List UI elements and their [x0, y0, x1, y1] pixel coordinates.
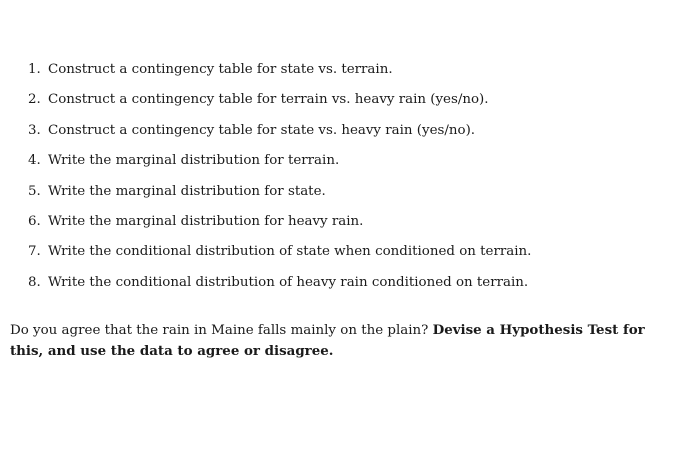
item-number: 5.	[28, 183, 41, 199]
item-text: Write the conditional distribution of heavy rain conditioned on terrain.	[48, 274, 529, 290]
item-text: Write the marginal distribution for heavy rain.	[48, 213, 364, 229]
closing-instruction: Devise a Hypothesis Test for this, and use the data to agree or disagree.	[10, 322, 645, 359]
item-number: 7.	[28, 244, 41, 260]
item-number: 2.	[28, 92, 41, 108]
item-number: 8.	[28, 274, 41, 290]
list-item	[28, 151, 648, 181]
question-list	[28, 60, 648, 303]
item-text: Write the conditional distribution of state when conditioned on terrain.	[48, 244, 532, 260]
list-item	[28, 90, 648, 120]
list-item	[28, 182, 648, 212]
item-text: Write the marginal distribution for state.	[48, 183, 326, 199]
list-item	[28, 212, 648, 242]
item-text: Construct a contingency table for terrain vs. heavy rain (yes/no).	[48, 92, 489, 108]
item-number: 3.	[28, 122, 41, 138]
list-item	[28, 60, 648, 90]
item-text: Write the marginal distribution for terrain.	[48, 153, 340, 169]
closing-question: Do you agree that the rain in Maine falls mainly on the plain?	[10, 323, 429, 338]
item-number: 4.	[28, 153, 41, 169]
closing-paragraph	[10, 320, 660, 362]
list-item	[28, 273, 648, 303]
item-text: Construct a contingency table for state vs. heavy rain (yes/no).	[48, 122, 476, 138]
list-item	[28, 121, 648, 151]
list-item	[28, 242, 648, 272]
item-text: Construct a contingency table for state vs. terrain.	[48, 62, 393, 77]
item-number: 6.	[28, 213, 41, 229]
item-number: 1.	[28, 62, 41, 77]
